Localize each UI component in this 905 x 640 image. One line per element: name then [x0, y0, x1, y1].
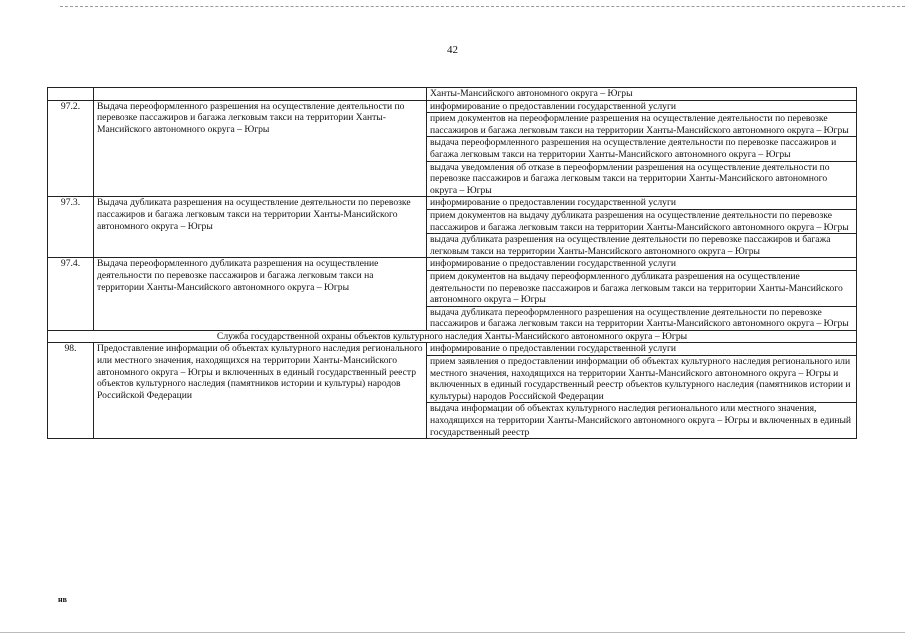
services-table [47, 87, 857, 439]
service-name: Выдача переоформленного разрешения на осуществление деятельности по перевозке пассажиров и багажа легковым такси на территории Ханты-Мансийского автономного округа – Югры [94, 100, 427, 197]
sub-service: прием документов на переоформление разрешения на осуществление деятельности по перевозке пассажиров и багажа легковым такси на территории Ханты-Мансийского автономного округа – Югры [427, 112, 856, 136]
sub-service: прием заявления о предоставлении информации об объектах культурного наследия регионального или местного значения, находящихся на территории Ханты-Мансийского автономного округа – Югры и включенных в единый государственный реестр объектов культурного наследия (памятников истории и культуры) народов Российской Федерации [427, 355, 856, 402]
sub-service: выдача уведомления об отказе в переоформлении разрешения на осуществление деятельности по перевозке пассажиров и багажа легковым такси на территории Ханты-Мансийского автономного округа – Югры [427, 161, 856, 197]
page-number: 42 [447, 44, 458, 56]
table-row [48, 258, 857, 331]
sub-service: выдача дубликата переоформленного разрешения на осуществление деятельности по перевозке пассажиров и багажа легковым такси на территории Ханты-Мансийского автономного округа – Югры [427, 306, 856, 330]
sub-service: информирование о предоставлении государственной услуги [430, 100, 677, 112]
scan-top-edge [60, 6, 905, 7]
row-number: 97.4. [48, 258, 94, 331]
table-row [48, 343, 857, 439]
empty-cell [48, 88, 94, 101]
sub-service: информирование о предоставлении государственной услуги [430, 197, 677, 209]
sub-service: выдача информации об объектах культурного наследия регионального или местного значения, находящихся на территории Ханты-Мансийского автономного округа – Югры и включенных в единый государственный реестр [427, 402, 856, 438]
sub-service: информирование о предоставлении государственной услуги [430, 343, 677, 355]
scan-bottom-edge [0, 632, 905, 633]
continuation-row [48, 88, 857, 101]
empty-cell [94, 88, 427, 101]
sub-service: прием документов на выдачу переоформленного дубликата разрешения на осуществление деятельности по перевозке пассажиров и багажа легковым такси на территории Ханты-Мансийского автономного округа – Югры [427, 270, 856, 306]
table-row [48, 100, 857, 197]
section-title: Служба государственной охраны объектов культурного наследия Ханты-Мансийского автономного округа – Югры [48, 330, 857, 343]
sub-service: прием документов на выдачу дубликата разрешения на осуществление деятельности по перевозке пассажиров и багажа легковым такси на территории Ханты-Мансийского автономного округа – Югры [427, 209, 856, 233]
row-number: 98. [48, 343, 94, 439]
service-name: Предоставление информации об объектах культурного наследия регионального или местного значения, находящихся на территории Ханты-Мансийского автономного округа – Югры и включенных в единый государственный реестр объектов культурного наследия (памятников истории и культуры) народов Российской Федерации [94, 343, 427, 439]
service-name: Выдача дубликата разрешения на осуществление деятельности по перевозке пассажиров и багажа легковым такси на территории Ханты-Мансийского автономного округа – Югры [94, 197, 427, 258]
sub-service: выдача переоформленного разрешения на осуществление деятельности по перевозке пассажиров и багажа легковым такси на территории Ханты-Мансийского автономного округа – Югры [427, 136, 856, 160]
sub-service: выдача дубликата разрешения на осуществление деятельности по перевозке пассажиров и багажа легковым такси на территории Ханты-Мансийского автономного округа – Югры [427, 233, 856, 257]
row-number: 97.3. [48, 197, 94, 258]
continuation-text: Ханты-Мансийского автономного округа – Югры [427, 88, 857, 101]
sub-service: информирование о предоставлении государственной услуги [430, 258, 677, 270]
section-row [48, 330, 857, 343]
row-number: 97.2. [48, 100, 94, 197]
service-name: Выдача переоформленного дубликата разрешения на осуществление деятельности по перевозке пассажиров и багажа легковым такси на территории Ханты-Мансийского автономного округа – Югры [94, 258, 427, 331]
footer-mark: нв [58, 595, 67, 604]
table-row [48, 197, 857, 258]
